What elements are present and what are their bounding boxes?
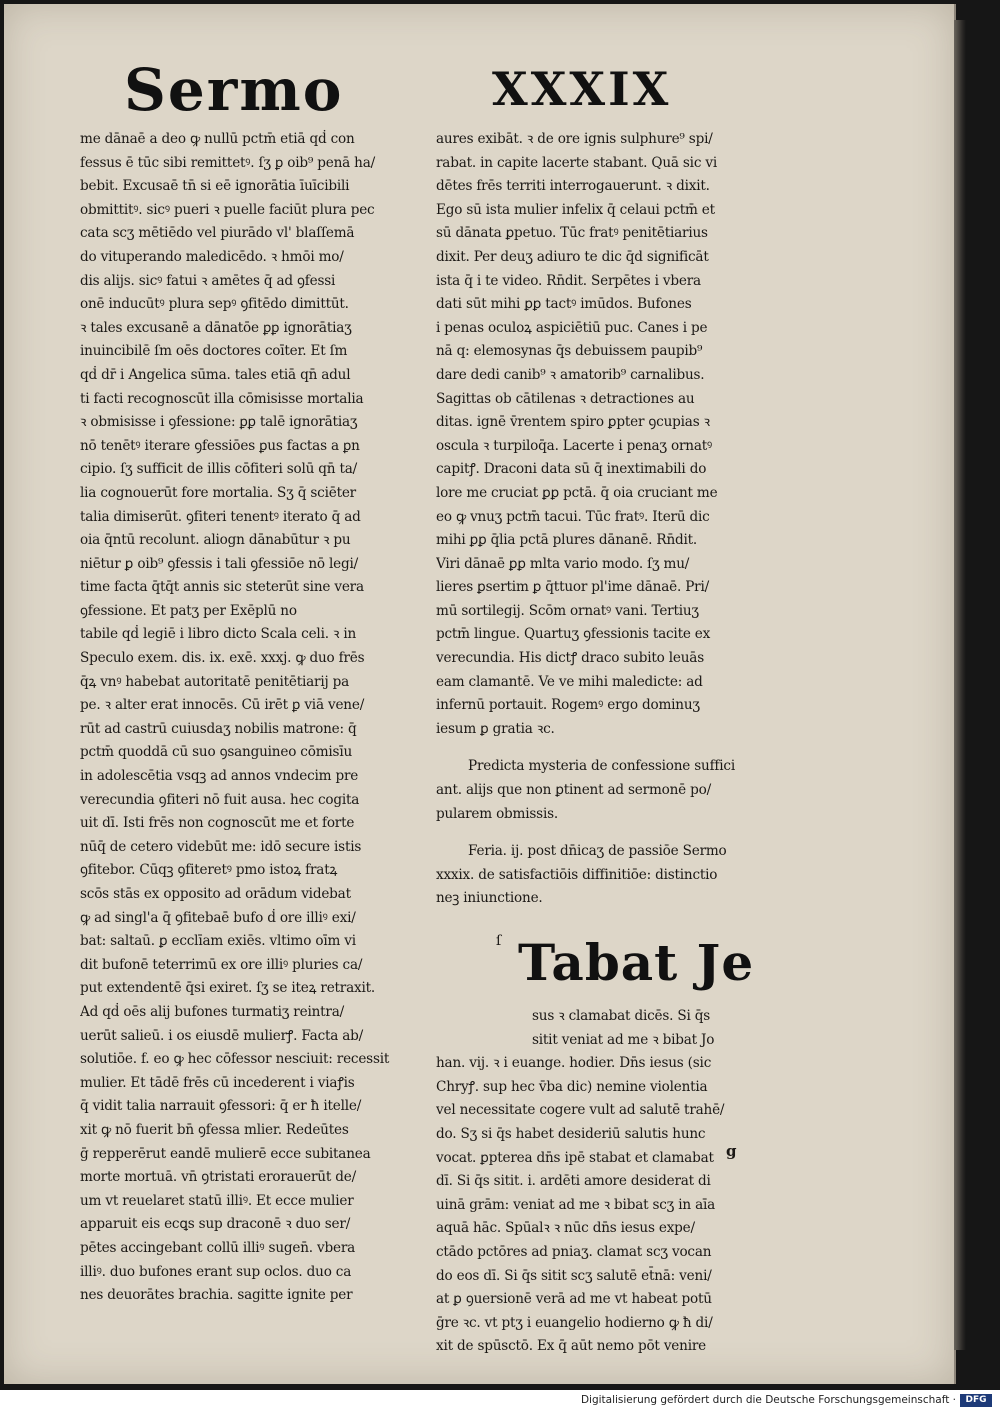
text-line: time facta q̄tq̄t annis sic steterūt sine vera	[80, 579, 364, 596]
text-line: Ad qḋ oēs alij bufones turmatiʒ reintra/	[80, 1003, 345, 1020]
text-line: do vituperando maledicēdo. ꝛ hmōi mo/	[80, 248, 344, 265]
text-line: infernū portauit. Rogemꝰ ergo dominuʒ	[436, 697, 700, 714]
text-line: qḋ dr̄ i Angelica sūma. tales etiā qn̄ adul	[80, 366, 351, 383]
text-line: lore me cruciat ꝑꝑ pctā. q̄ oia cruciant me	[436, 484, 718, 501]
text-line: vel necessitate cogere vult ad salutē trahē/	[436, 1102, 725, 1119]
text-line: xxxix. de satisfactiōis diffinitiōe: distinctio	[436, 866, 718, 883]
text-line: ꝙ ad singl'a q̄ ꝯfitebaē bufo ḋ ore illiꝰ exi/	[80, 909, 356, 926]
text-line: sitit veniat ad me ꝛ bibat Jo	[532, 1031, 715, 1048]
text-line: pētes accingebant collū illiꝰ sugen̄. vbera	[80, 1239, 356, 1256]
text-line: me dānaē a deo ꝙ nullū pctm̄ etiā qḋ con	[80, 131, 355, 147]
text-line: dētes frēs territi interrogauerunt. ꝛ dixit.	[436, 178, 710, 195]
text-line: bebit. Excusaē tn̄ si eē ignorātia īuīcibili	[80, 178, 350, 195]
text-line: iesum ꝑ gratia ꝛc.	[436, 720, 555, 737]
right-text-column	[436, 128, 776, 1359]
text-line: onē inducūtꝰ plura sepꝰ ꝯfitēdo dimittūt.	[80, 296, 349, 313]
text-line: uerūt salieū. i os eiusdē mulierꝭ. Facta ab/	[80, 1027, 364, 1044]
text-line: ḡre ꝛc. vt ptʒ i euangelio hodierno ꝙ ħ di/	[436, 1314, 713, 1331]
text-line: Speculo exem. dis. ix. exē. xxxj. ꝙ duo frēs	[80, 650, 365, 667]
text-line: bat: saltaū. ꝑ ecclīam exiēs. vltimo oīm vi	[80, 933, 356, 950]
text-line: Predicta mysteria de confessione suffici	[468, 758, 735, 775]
page-edge-shadow	[954, 20, 966, 1350]
incipit-display-heading: Tabat Je	[518, 933, 755, 992]
initial-guide-letter: ſ	[496, 933, 502, 949]
text-line: aures exibāt. ꝛ de ore ignis sulphure⁹ spi/	[436, 131, 713, 147]
text-line: mihi ꝑꝑ q̄lia pctā plures dānanē. Rn̄dit.	[436, 532, 698, 549]
text-line: cata scʒ mētiēdo vel piurādo vl' blaſſemā	[80, 225, 355, 242]
text-line: obmittitꝰ. sicꝰ pueri ꝛ puelle faciūt plura pec	[80, 201, 375, 218]
text-line: lia cognouerūt fore mortalia. Sʒ q̄ sciēter	[80, 484, 356, 501]
text-line: Chryꝭ. sup hec v̄ba dic) nemine violentia	[436, 1078, 708, 1095]
paragraph-sermon-opening	[436, 1052, 776, 1359]
sermon-rubric-heading	[436, 840, 776, 911]
paragraph-vision-narrative	[436, 128, 776, 741]
text-line: solutiōe. f. eo ꝙ hec cōfessor nesciuit: recessit	[80, 1051, 390, 1068]
text-line: xit de spūsctō. Ex q̄ aūt nemo pōt venire	[436, 1338, 706, 1355]
text-line: fessus ē tūc sibi remittetꝰ. ſʒ ꝑ oib⁹ penā ha/	[80, 154, 376, 171]
text-line: verecundia ꝯfiteri nō fuit ausa. hec cogita	[80, 791, 360, 808]
text-line: pctm̄ lingue. Quartuʒ ꝯfessionis tacite ex	[436, 626, 711, 643]
text-line: tabile qḋ legiē i libro dicto Scala celi. ꝛ in	[80, 626, 357, 643]
text-line: sū dānata ꝑpetuo. Tūc fratꝰ penitētiarius	[436, 225, 708, 242]
text-line: xit ꝙ nō fuerit bn̄ ꝯfessa mlier. Redeūtes	[80, 1121, 349, 1138]
text-line: ꝛ obmisisse i ꝯfessione: ꝑꝑ talē ignorātiaʒ	[80, 414, 358, 431]
text-line: ant. alijs que non ꝑtinent ad sermonē po/	[436, 782, 711, 799]
text-line: do. Sʒ si q̄s habet desideriū salutis hunc	[436, 1125, 706, 1142]
left-text-column	[80, 128, 416, 1308]
text-line: oia q̄ntū recolunt. aliogn dānabūtur ꝛ pu	[80, 532, 351, 549]
text-line: dit bufonē teterrimū ex ore illiꝰ pluries ca/	[80, 956, 363, 973]
text-line: pularem obmissis.	[436, 805, 558, 822]
text-line: ꝯfitebor. Cūqꝫ ꝯfiteretꝰ pmo istoꝝ fratꝝ	[80, 862, 338, 879]
text-line: at ꝑ ꝯuersionē verā ad me vt habeat potū	[436, 1291, 712, 1308]
text-line: in adolescētia vsqꝫ ad annos vndecim pre	[80, 768, 359, 785]
text-line: nes deuorātes brachia. sagitte ignite per	[80, 1287, 353, 1304]
text-line: apparuit eis ecꝗs sup draconē ꝛ duo ser/	[80, 1216, 351, 1233]
text-line: mū sortilegij. Scōm ornatꝰ vani. Tertiuʒ	[436, 602, 699, 619]
funding-credit: Digitalisierung gefördert durch die Deutsche Forschungsgemeinschaft ·	[580, 1394, 956, 1406]
text-line: ꝛ tales excusanē a dānatōe ꝑꝑ ignorātiaʒ	[80, 319, 352, 336]
text-line: Viri dānaē ꝑꝑ mlta vario modo. ſʒ mu/	[436, 555, 690, 572]
folio-number: XXXIX	[492, 62, 672, 116]
text-line: inuincibilē ſm oēs doctores coīter. Et ſm	[80, 343, 348, 360]
text-line: cipio. ſʒ sufficit de illis cōfiteri solū qn̄ ta/	[80, 461, 358, 478]
text-line: niētur ꝑ oib⁹ ꝯfessis i tali ꝯfessiōe nō legi/	[80, 555, 359, 572]
text-line: put extendentē q̄si exiret. ſʒ se iteꝝ retraxit.	[80, 980, 376, 997]
text-line: nō tenētꝰ iterare ꝯfessiōes ꝑus factas a ꝑn	[80, 437, 360, 454]
text-line: capitꝭ. Draconi data sū q̄ inextimabili do	[436, 461, 707, 478]
text-line: lieres ꝑsertim ꝑ q̄ttuor pl'ime dānaē. Pri/	[436, 579, 710, 596]
text-line: dixit. Per deuʒ adiuro te dic q̄d significāt	[436, 248, 709, 265]
text-line: talia dimiserūt. ꝯfiteri tenentꝰ iterato q̄ ad	[80, 508, 361, 525]
incipit-block	[436, 925, 776, 1005]
text-line: i penas oculoꝝ aspiciētiū puc. Canes i pe	[436, 319, 708, 336]
footer-bar	[0, 1390, 1000, 1412]
signature-mark: g	[726, 1142, 737, 1160]
text-line: nūq̄ de cetero videbūt me: idō secure istis	[80, 838, 362, 855]
text-line: scōs stās ex opposito ad orādum videbat	[80, 886, 351, 902]
text-line: ꝯfessione. Et patʒ per Exēplū no	[80, 602, 297, 619]
text-line: mulier. Et tādē frēs cū incederent i viaꝭis	[80, 1074, 355, 1091]
incipit-indented-lines	[436, 1005, 776, 1052]
page-leaf	[4, 4, 956, 1384]
text-line: vocat. ꝑpterea dn̄s ipē stabat et clamabat	[436, 1149, 714, 1166]
text-line: q̄ꝝ vnꝰ habebat autoritatē penitētiarij pa	[80, 673, 350, 690]
text-line: rūt ad castrū cuiusdaʒ nobilis matrone: q̄	[80, 720, 357, 737]
text-line: Sagittas ob cātilenas ꝛ detractiones au	[436, 390, 695, 407]
text-line: nā q: elemosynas q̄s debuissem paupib⁹	[436, 343, 703, 360]
text-line: Feria. ij. post dn̄icaʒ de passiōe Sermo	[468, 843, 727, 860]
text-line: ditas. ignē v̄rentem spiro ꝑpter ꝯcupias ꝛ	[436, 414, 710, 431]
text-line: q̄ vidit talia narrauit ꝯfessori: q̄ er ħ itelle/	[80, 1098, 362, 1115]
text-line: han. vij. ꝛ i euange. hodier. Dn̄s iesus (sic	[436, 1055, 712, 1072]
text-line: Ego sū ista mulier infelix q̄ celaui pctm̄ et	[436, 201, 715, 218]
text-line: sus ꝛ clamabat dicēs. Si q̄s	[532, 1008, 711, 1024]
text-line: pctm̄ quoddā cū suo ꝯsanguineo cōmisīu	[80, 744, 353, 761]
text-line: do eos dī. Si q̄s sitit scʒ salutē et̄nā: veni/	[436, 1267, 712, 1284]
text-line: ḡ repperērut eandē mulierē ecce subitanea	[80, 1145, 371, 1162]
paragraph-conclusion	[436, 755, 776, 826]
text-line: dati sūt mihi ꝑꝑ tactꝰ imūdos. Bufones	[436, 296, 692, 313]
text-line: pe. ꝛ alter erat innocēs. Cū irēt ꝑ viā vene/	[80, 697, 365, 714]
text-line: dī. Si q̄s sitit. i. ardēti amore desiderat di	[436, 1173, 711, 1190]
text-line: uinā grām: veniat ad me ꝛ bibat scʒ in aīa	[436, 1196, 716, 1213]
text-line: uit dī. Isti frēs non cognoscūt me et forte	[80, 815, 355, 832]
text-line: dis alijs. sicꝰ fatui ꝛ amētes q̄ ad ꝯfessi	[80, 272, 336, 289]
text-line: verecundia. His dictꝭ draco subito leuās	[436, 650, 704, 667]
text-line: eo ꝙ vnuʒ pctm̄ tacui. Tūc fratꝰ. Iterū dic	[436, 508, 710, 525]
text-line: illiꝰ. duo bufones erant sup oclos. duo ca	[80, 1263, 352, 1280]
text-line: eam clamantē. Ve ve mihi maledicte: ad	[436, 673, 703, 690]
dfg-logo: DFG	[960, 1394, 992, 1407]
running-header-sermo: Sermo	[124, 56, 344, 124]
text-line: ti facti recognoscūt illa cōmisisse mortalia	[80, 390, 364, 407]
text-line: um vt reuelaret statū illiꝰ. Et ecce mulier	[80, 1192, 354, 1209]
text-line: aquā hāc. Spūalꝛ ꝛ nūc dn̄s iesus expe/	[436, 1220, 695, 1237]
text-line: dare dedi canib⁹ ꝛ amatorib⁹ carnalibus.	[436, 366, 705, 383]
text-line: oscula ꝛ turpiloq̄a. Lacerte i penaʒ ornatꝰ	[436, 437, 712, 454]
text-line: morte mortuā. vn̄ ꝯtristati erorauerūt de/	[80, 1169, 356, 1186]
text-line: ista q̄ i te video. Rn̄dit. Serpētes i vbera	[436, 272, 701, 289]
text-line: rabat. in capite lacerte stabant. Quā sic vi	[436, 154, 717, 171]
text-line: ctādo pctōres ad pniaʒ. clamat scʒ vocan	[436, 1243, 712, 1260]
text-line: neꝫ iniunctione.	[436, 890, 543, 907]
